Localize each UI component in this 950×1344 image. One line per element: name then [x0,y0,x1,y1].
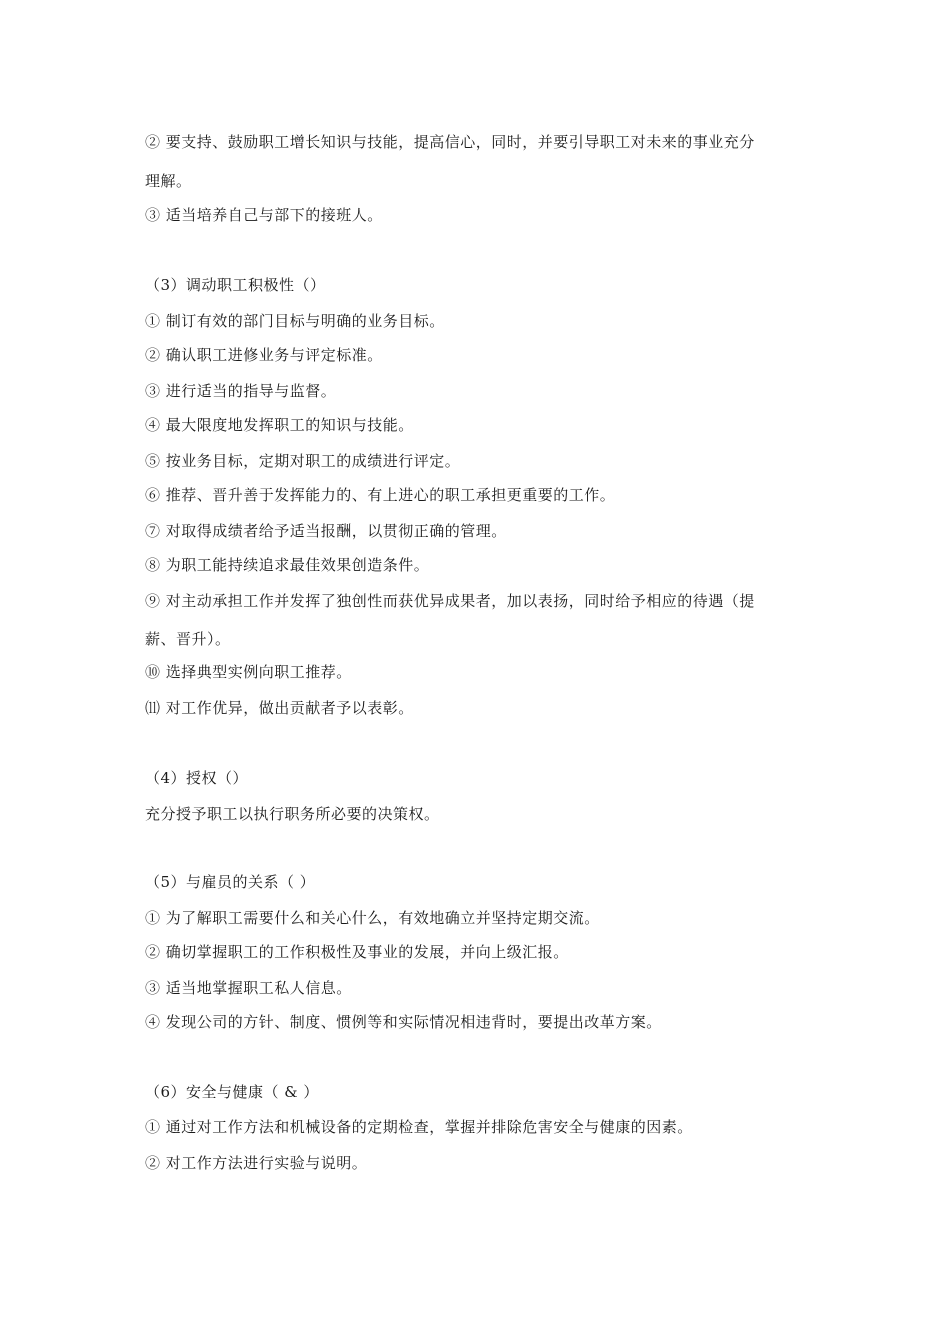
section-6-item-2: ② 对工作方法进行实验与说明。 [145,1154,368,1172]
section-5-heading: （5）与雇员的关系（ ） [145,873,316,891]
section-4-item-1: 充分授予职工以执行职务所必要的决策权。 [145,805,440,823]
section-3-item-1: ① 制订有效的部门目标与明确的业务目标。 [145,312,445,330]
section-3-item-2: ② 确认职工进修业务与评定标准。 [145,346,383,364]
section-3-item-5: ⑤ 按业务目标，定期对职工的成绩进行评定。 [145,452,461,470]
section-6-item-1: ① 通过对工作方法和机械设备的定期检查，掌握并排除危害安全与健康的因素。 [145,1118,693,1136]
section-4-heading: （4）授权（） [145,769,249,787]
section-5-item-2: ② 确切掌握职工的工作积极性及事业的发展，并向上级汇报。 [145,943,569,961]
section-3-item-9-line-2: 薪、晋升）。 [145,630,231,648]
section-3-item-9-line-1: ⑨ 对主动承担工作并发挥了独创性而获优异成果者，加以表扬，同时给予相应的待遇（提 [145,592,755,610]
section-3-item-3: ③ 进行适当的指导与监督。 [145,382,337,400]
section-3-item-10: ⑩ 选择典型实例向职工推荐。 [145,663,352,681]
section-3-item-4: ④ 最大限度地发挥职工的知识与技能。 [145,416,414,434]
section-3-item-7: ⑦ 对取得成绩者给予适当报酬，以贯彻正确的管理。 [145,522,507,540]
section-6-heading: （6）安全与健康（ & ） [145,1083,319,1101]
intro-item-2-line-2: 理解。 [145,172,192,190]
section-3-item-11: ⑾ 对工作优异，做出贡献者予以表彰。 [145,699,414,717]
intro-item-3: ③ 适当培养自己与部下的接班人。 [145,206,383,224]
section-5-item-1: ① 为了解职工需要什么和关心什么，有效地确立并坚持定期交流。 [145,909,600,927]
section-5-item-4: ④ 发现公司的方针、制度、惯例等和实际情况相违背时，要提出改革方案。 [145,1013,662,1031]
section-3-heading: （3）调动职工积极性（） [145,276,326,294]
section-5-item-3: ③ 适当地掌握职工私人信息。 [145,979,352,997]
section-3-item-6: ⑥ 推荐、晋升善于发挥能力的、有上进心的职工承担更重要的工作。 [145,486,616,504]
section-3-item-8: ⑧ 为职工能持续追求最佳效果创造条件。 [145,556,430,574]
intro-item-2-line-1: ② 要支持、鼓励职工增长知识与技能，提高信心，同时，并要引导职工对未来的事业充分 [145,133,755,151]
